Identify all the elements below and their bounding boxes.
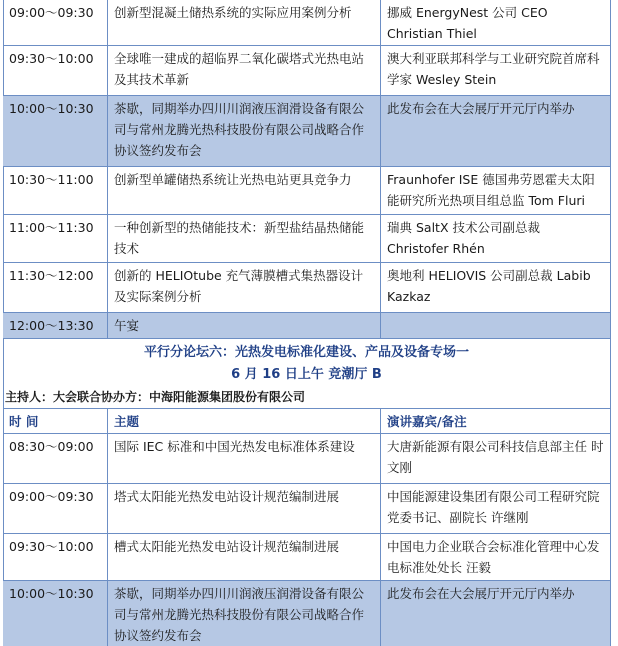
speaker-cell [381, 313, 610, 338]
topic-cell: 创新型混凝土储热系统的实际应用案例分析 [107, 0, 381, 45]
speaker-cell: 中国能源建设集团有限公司工程研究院党委书记、副院长 许继刚 [387, 489, 600, 525]
time-cell: 08:30～09:00 [9, 439, 94, 454]
table-header-row [3, 409, 610, 434]
table-row [3, 167, 610, 215]
speaker-cell: 大唐新能源有限公司科技信息部主任 时文刚 [387, 439, 604, 475]
time-cell: 09:00～09:30 [9, 5, 94, 20]
table-row [3, 215, 610, 263]
topic-cell: 槽式太阳能光热发电站设计规范编制进展 [107, 534, 381, 580]
speaker-cell: 中国电力企业联合会标准化管理中心发电标准处处长 汪毅 [387, 539, 600, 575]
table-row [3, 534, 610, 581]
header-speaker: 演讲嘉宾/备注 [387, 414, 467, 429]
section-title: 平行分论坛六：光热发电标准化建设、产品及设备专场一 [143, 345, 469, 360]
speaker-cell: 瑞典 SaltX 技术公司副总裁 Christofer Rhén [387, 220, 540, 256]
time-cell: 11:30～12:00 [9, 268, 94, 283]
table-row [3, 0, 610, 46]
speaker-cell: Fraunhofer ISE 德国弗劳恩霍夫太阳能研究所光热项目组总监 Tom Fluri [387, 172, 595, 208]
topic-cell: 茶歇，同期举办四川川润液压润滑设备有限公司与常州龙腾光热科技股份有限公司战略合作协议签约发布会 [107, 581, 381, 646]
table-row-highlight [3, 313, 610, 339]
table-row [3, 484, 610, 534]
topic-cell: 茶歇，同期举办四川川润液压润滑设备有限公司与常州龙腾光热科技股份有限公司战略合作协议签约发布会 [107, 96, 381, 166]
host-line: 主持人：大会联合协办方：中海阳能源集团股份有限公司 [3, 387, 610, 409]
time-cell: 10:00～10:30 [9, 586, 94, 601]
header-time: 时 间 [9, 414, 39, 429]
header-topic: 主题 [107, 409, 381, 433]
time-cell: 12:00～13:30 [9, 318, 94, 333]
topic-cell: 国际 IEC 标准和中国光热发电标准体系建设 [107, 434, 381, 483]
topic-cell: 创新型单罐储热系统让光热电站更具竞争力 [107, 167, 381, 214]
topic-cell: 一种创新型的热储能技术：新型盐结晶热储能技术 [107, 215, 381, 262]
time-cell: 09:30～10:00 [9, 51, 94, 66]
section-subtitle: 6 月 16 日上午 竞潮厅 B [231, 367, 382, 382]
table-row [3, 434, 610, 484]
table-row [3, 46, 610, 96]
speaker-cell: 此发布会在大会展厅开元厅内举办 [387, 586, 575, 601]
speaker-cell: 此发布会在大会展厅开元厅内举办 [387, 101, 575, 116]
speaker-cell: 挪威 EnergyNest 公司 CEO Christian Thiel [387, 5, 548, 41]
topic-cell: 创新的 HELIOtube 充气薄膜槽式集热器设计及实际案例分析 [107, 263, 381, 312]
speaker-cell: 奥地利 HELIOVIS 公司副总裁 Labib Kazkaz [387, 268, 591, 304]
topic-cell: 塔式太阳能光热发电站设计规范编制进展 [107, 484, 381, 533]
table-border-right [610, 0, 611, 646]
time-cell: 10:00～10:30 [9, 101, 94, 116]
table-row [3, 263, 610, 313]
time-cell: 10:30～11:00 [9, 172, 94, 187]
topic-cell: 午宴 [107, 313, 381, 338]
topic-cell: 全球唯一建成的超临界二氧化碳塔式光热电站及其技术革新 [107, 46, 381, 95]
time-cell: 09:30～10:00 [9, 539, 94, 554]
time-cell: 09:00～09:30 [9, 489, 94, 504]
time-cell: 11:00～11:30 [9, 220, 94, 235]
table-row-highlight [3, 96, 610, 167]
table-row-highlight [3, 581, 610, 646]
speaker-cell: 澳大利亚联邦科学与工业研究院首席科学家 Wesley Stein [387, 51, 600, 87]
